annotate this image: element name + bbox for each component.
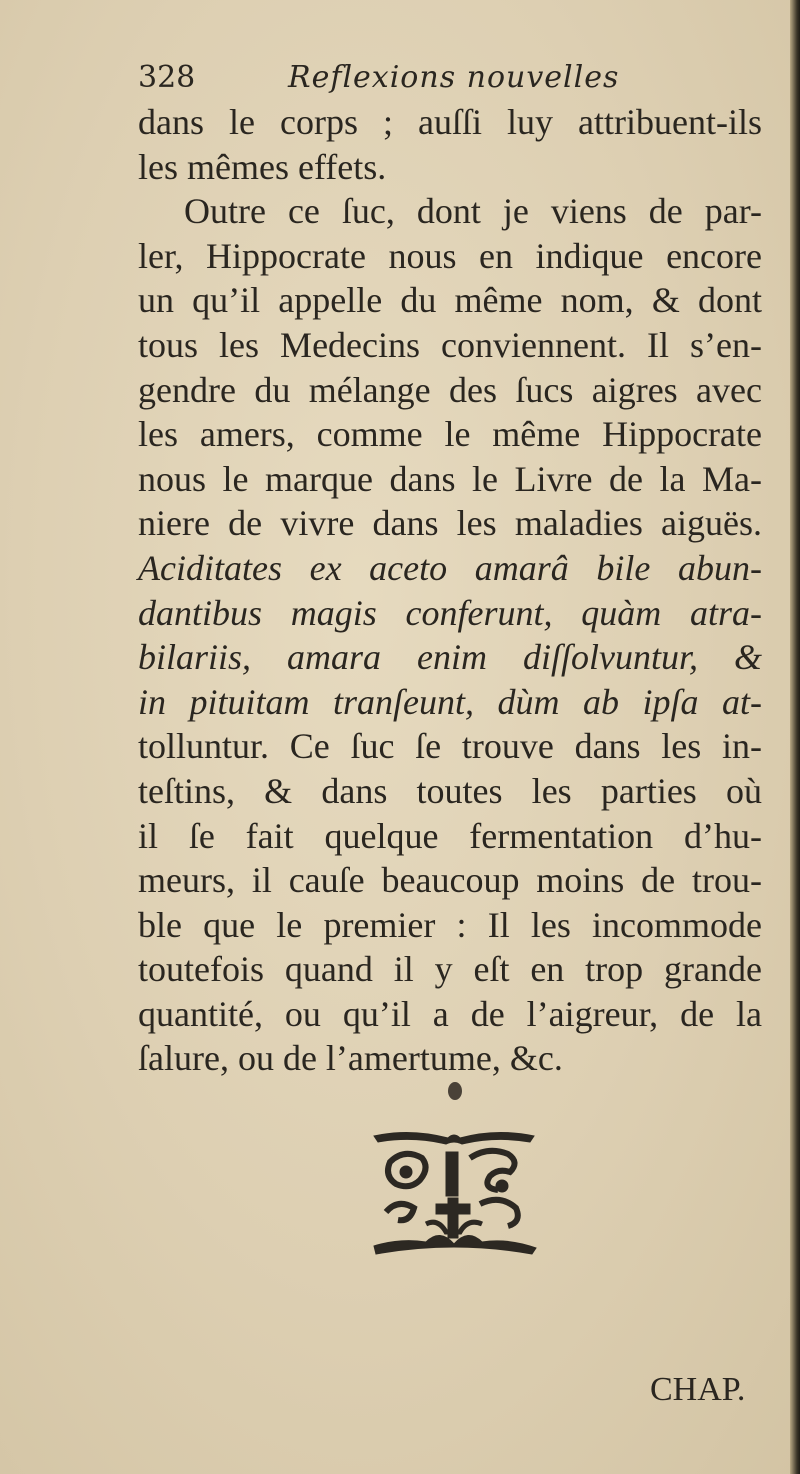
text-line: quantité, ou qu’il a de l’aigreur, de la bbox=[138, 993, 762, 1034]
page-number: 328 bbox=[138, 60, 196, 95]
text-line-latin: bilariis, amara enim diſſolvuntur, & bbox=[138, 637, 762, 678]
catchword: CHAP. bbox=[650, 1371, 746, 1408]
text-line: Outre ce ſuc, dont je viens de par- bbox=[184, 191, 762, 232]
text-line: ler, Hippocrate nous en indique encore bbox=[138, 235, 762, 276]
text-line: les mêmes effets. bbox=[138, 146, 387, 187]
text-line: gendre du mélange des ſucs aigres avec bbox=[138, 369, 762, 410]
text-line: meurs, il cauſe beaucoup moins de trou- bbox=[138, 860, 762, 901]
text-line: tolluntur. Ce ſuc ſe trouve dans les in- bbox=[138, 726, 762, 767]
text-line: un qu’il appelle du même nom, & dont bbox=[138, 280, 762, 321]
ink-dot bbox=[448, 1082, 462, 1100]
text-line: nous le marque dans le Livre de la Ma- bbox=[138, 458, 762, 499]
page-edge-shadow bbox=[790, 0, 800, 1474]
text-line-latin: Aciditates ex aceto amarâ bile abun- bbox=[138, 547, 762, 588]
text-line: ble que le premier : Il les incommode bbox=[138, 904, 762, 945]
text-line: niere de vivre dans les maladies aiguës. bbox=[138, 503, 762, 544]
body-text bbox=[138, 100, 762, 1081]
text-line: dans le corps ; auſſi luy attribuent-ils bbox=[138, 102, 762, 142]
text-line-latin: dantibus magis conferunt, quàm atra- bbox=[138, 592, 762, 633]
text-line: les amers, comme le même Hippocrate bbox=[138, 414, 762, 455]
text-line: il ſe fait quelque fermentation d’hu- bbox=[138, 815, 762, 856]
running-title: Reflexions nouvelles bbox=[288, 60, 620, 95]
text-line: ſalure, ou de l’amertume, &c. bbox=[138, 1038, 563, 1079]
tail-piece-ornament-icon bbox=[370, 1128, 538, 1258]
text-line-latin: in pituitam tranſeunt, dùm ab ipſa at- bbox=[138, 681, 762, 722]
text-line: toutefois quand il y eſt en trop grande bbox=[138, 949, 762, 990]
text-line: tous les Medecins conviennent. Il s’en- bbox=[138, 324, 762, 365]
page-header bbox=[138, 58, 758, 98]
text-line: teſtins, & dans toutes les parties où bbox=[138, 770, 762, 811]
